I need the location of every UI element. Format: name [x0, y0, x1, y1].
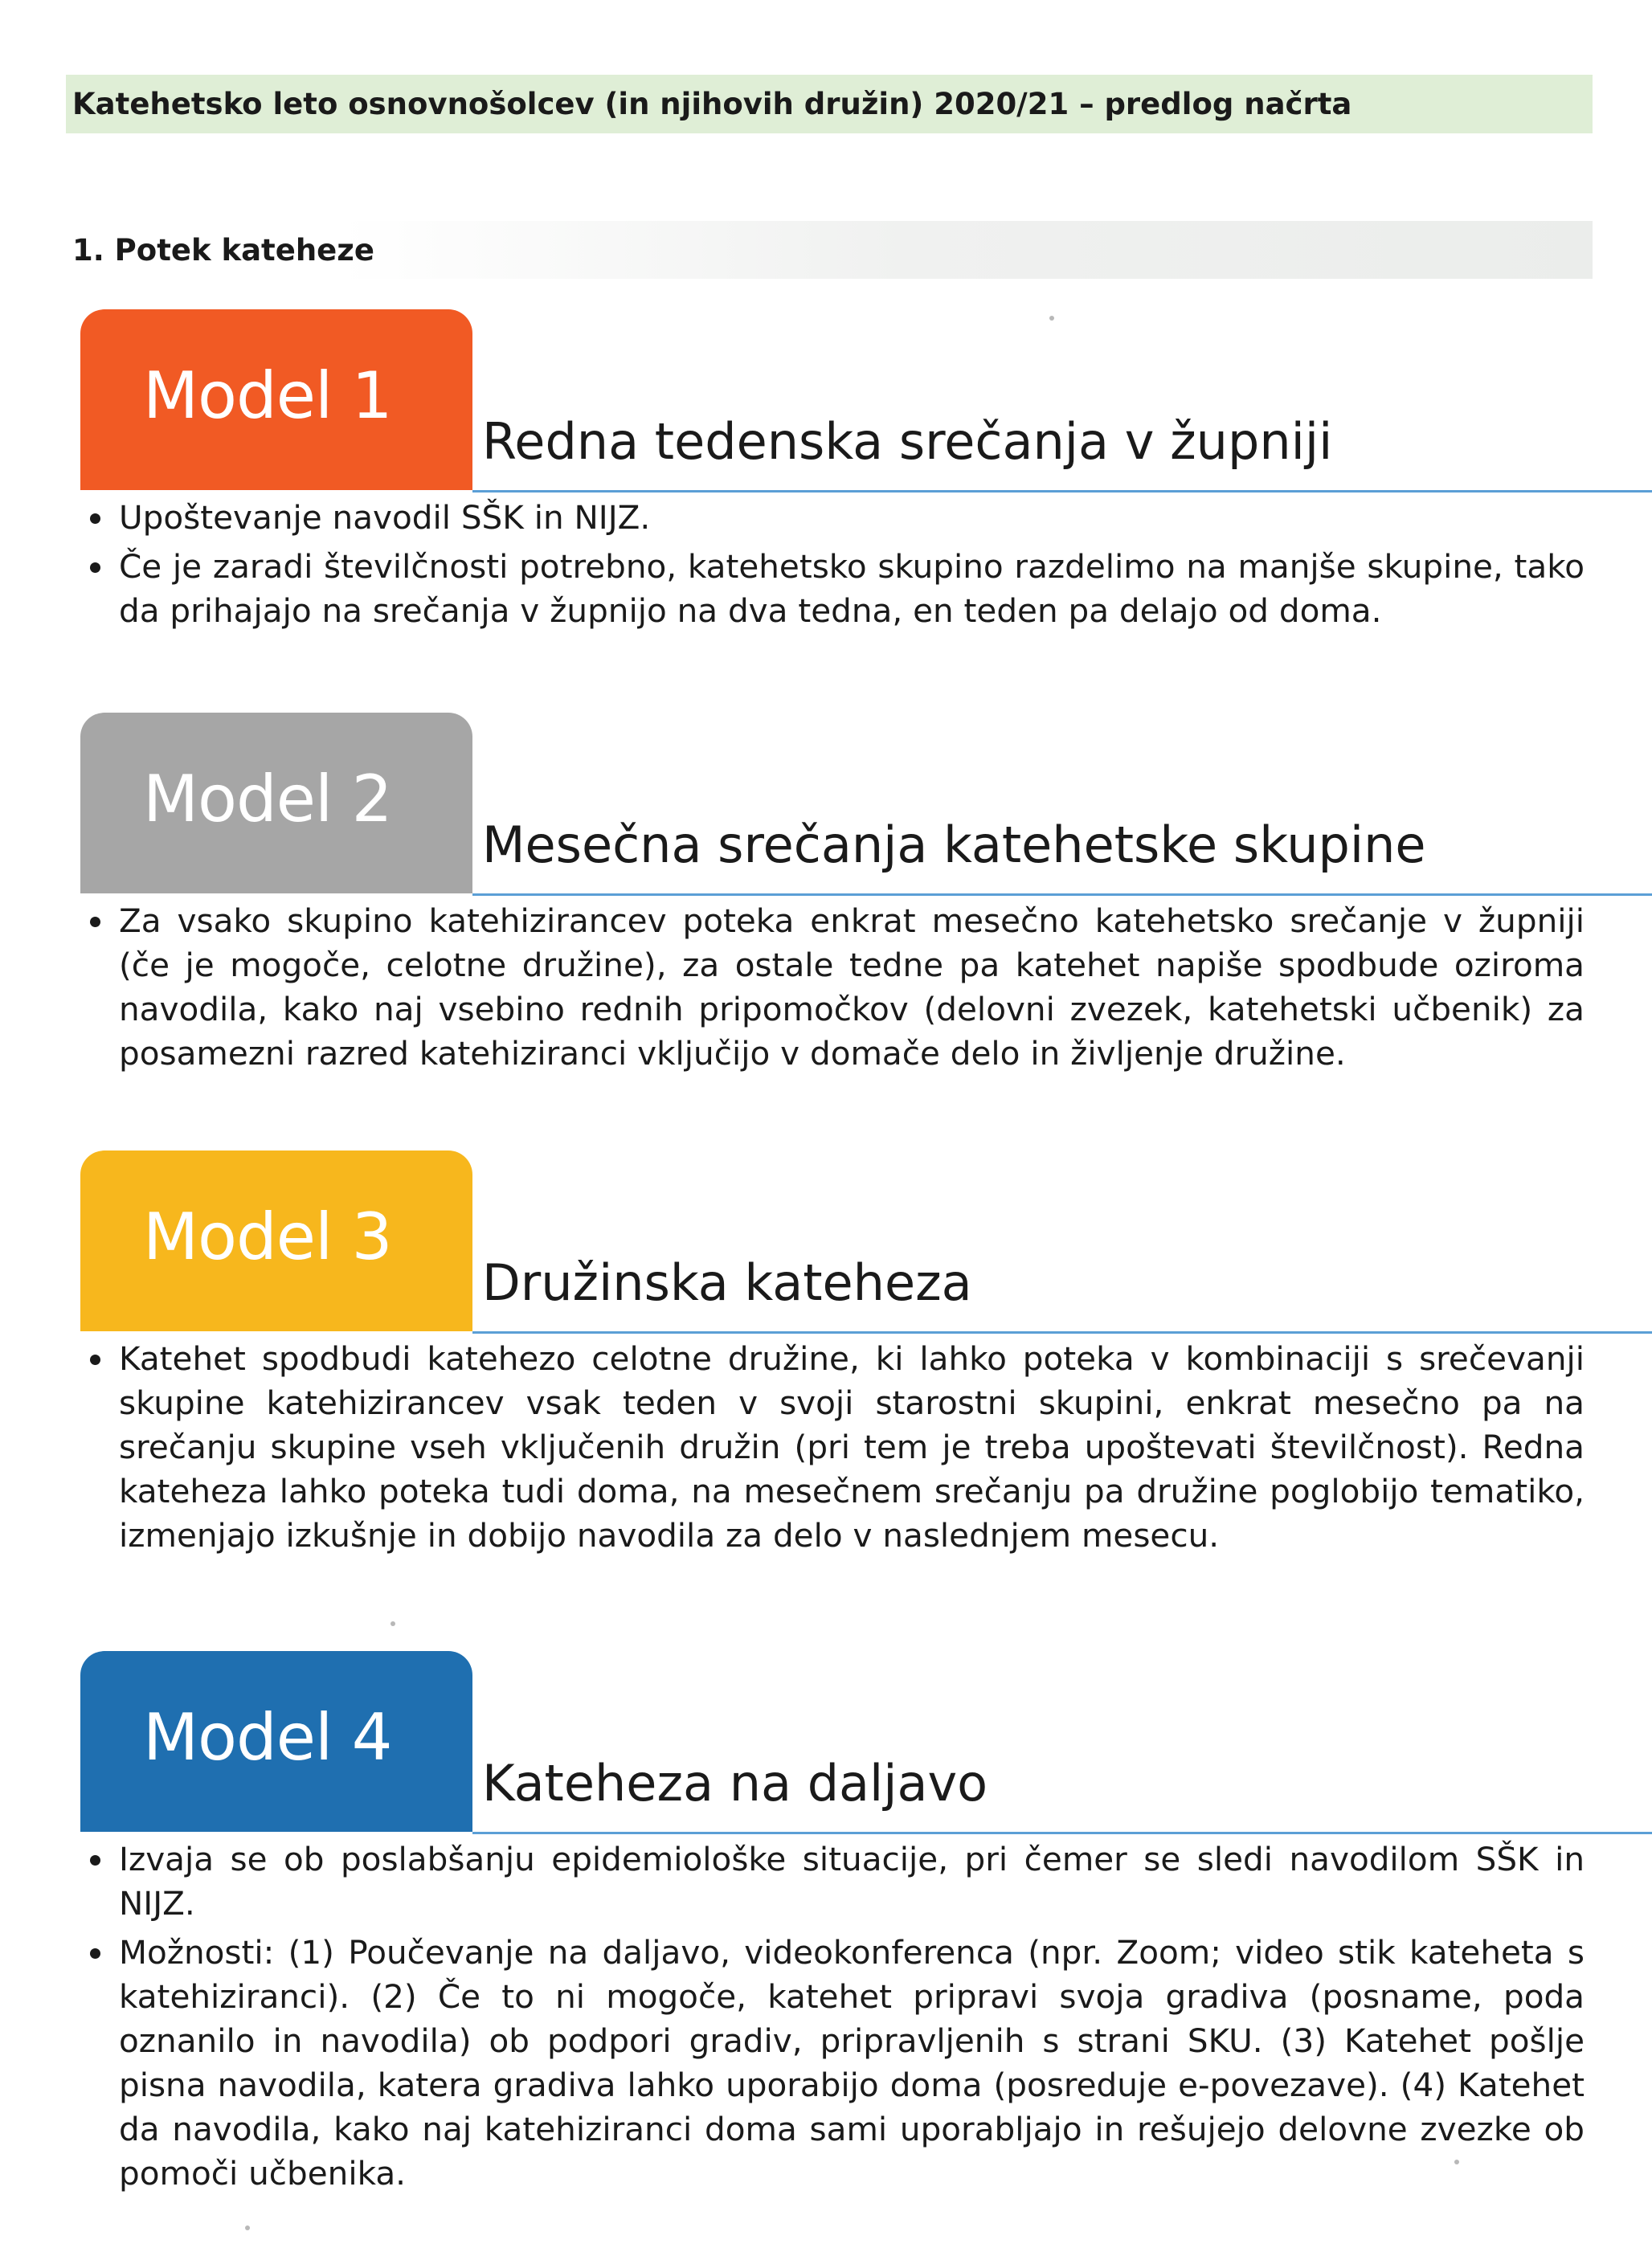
bullet-text: Če je zaradi številčnosti potrebno, katehetsko skupino razdelimo na manjše skupine, tako da prihajajo na srečanja v župnijo na dva tedna, en teden pa delajo od doma.: [119, 547, 1585, 630]
model-2-title: Mesečna srečanja katehetske skupine: [482, 815, 1426, 874]
model-3-badge: [80, 1151, 472, 1331]
bullet-text: Katehet spodbudi katehezo celotne družine, ki lahko poteka v kombinaciji s srečevanji skupine katehizirancev vsak teden v svoji starostni skupini, enkrat mesečno pa na srečanju skupine vseh vključenih družin (pri tem je treba upoštevati številčnost). Redna kateheza lahko poteka tudi doma, na mesečnem srečanju pa družine poglobijo tematiko, izmenjajo izkušnje in dobijo navodila za delo v naslednjem mesecu.: [119, 1339, 1585, 1555]
model-3-title-rule: [472, 1331, 1652, 1334]
model-1-title: Redna tedenska srečanja v župniji: [482, 412, 1333, 471]
model-4-title: Kateheza na daljavo: [482, 1754, 988, 1813]
bullet-text: Možnosti: (1) Poučevanje na daljavo, videokonferenca (npr. Zoom; video stik kateheta s katehiziranci). (2) Če to ni mogoče, katehet pripravi svoja gradiva (posname, poda oznanilo in navodila) ob podpori gradiv, pripravljenih s strani SKU. (3) Katehet pošlje pisna navodila, katera gradiva lahko uporabijo doma (posreduje e-povezave). (4) Katehet da navodila, kako naj katehiziranci doma sami uporabljajo in rešujejo delovne zvezke ob pomoči učbenika.: [119, 1933, 1585, 2193]
model-1-badge: [80, 309, 472, 490]
scan-speck: [1454, 2160, 1459, 2164]
page-header: [66, 75, 1593, 133]
scan-speck: [245, 2225, 250, 2230]
bullet-dot-icon: [90, 1355, 100, 1365]
list-item: [80, 1931, 1585, 2196]
bullet-dot-icon: [90, 562, 100, 573]
model-3-badge-label: Model 3: [143, 1200, 392, 1274]
scan-speck: [1049, 316, 1054, 321]
page-header-title: Katehetsko leto osnovnošolcev (in njihovih družin) 2020/21 – predlog načrta: [72, 87, 1352, 121]
bullet-dot-icon: [90, 1855, 100, 1866]
model-2-badge-label: Model 2: [143, 762, 392, 836]
bullet-dot-icon: [90, 917, 100, 927]
model-4-bullet-list: [80, 1837, 1585, 2201]
model-4-title-rule: [472, 1832, 1652, 1834]
bullet-dot-icon: [90, 1948, 100, 1959]
model-4-badge-label: Model 4: [143, 1700, 392, 1775]
section-heading-title: 1. Potek kateheze: [72, 232, 374, 268]
list-item: [80, 899, 1585, 1076]
scan-speck: [391, 1621, 395, 1626]
bullet-text: Upoštevanje navodil SŠK in NIJZ.: [119, 498, 651, 537]
list-item: [80, 1837, 1585, 1926]
section-heading: [66, 221, 1593, 279]
bullet-dot-icon: [90, 513, 100, 524]
list-item: [80, 1337, 1585, 1558]
bullet-text: Izvaja se ob poslabšanju epidemiološke situacije, pri čemer se sledi navodilom SŠK in NIJZ.: [119, 1840, 1585, 1923]
model-3-bullet-list: [80, 1337, 1585, 1563]
model-2-badge: [80, 713, 472, 893]
list-item: [80, 545, 1585, 633]
model-1-badge-label: Model 1: [143, 358, 392, 433]
model-1-title-rule: [472, 490, 1652, 492]
model-2-bullet-list: [80, 899, 1585, 1081]
model-2-title-rule: [472, 893, 1652, 896]
model-4-badge: [80, 1651, 472, 1832]
list-item: [80, 496, 1585, 540]
bullet-text: Za vsako skupino katehizirancev poteka enkrat mesečno katehetsko srečanje v župniji (če je mogoče, celotne družine), za ostale tedne pa katehet napiše spodbude oziroma navodila, kako naj vsebino rednih pripomočkov (delovni zvezek, katehetski učbenik) za posamezni razred katehiziranci vključijo v domače delo in življenje družine.: [119, 901, 1585, 1073]
model-3-title: Družinska kateheza: [482, 1253, 972, 1312]
model-1-bullet-list: [80, 496, 1585, 638]
